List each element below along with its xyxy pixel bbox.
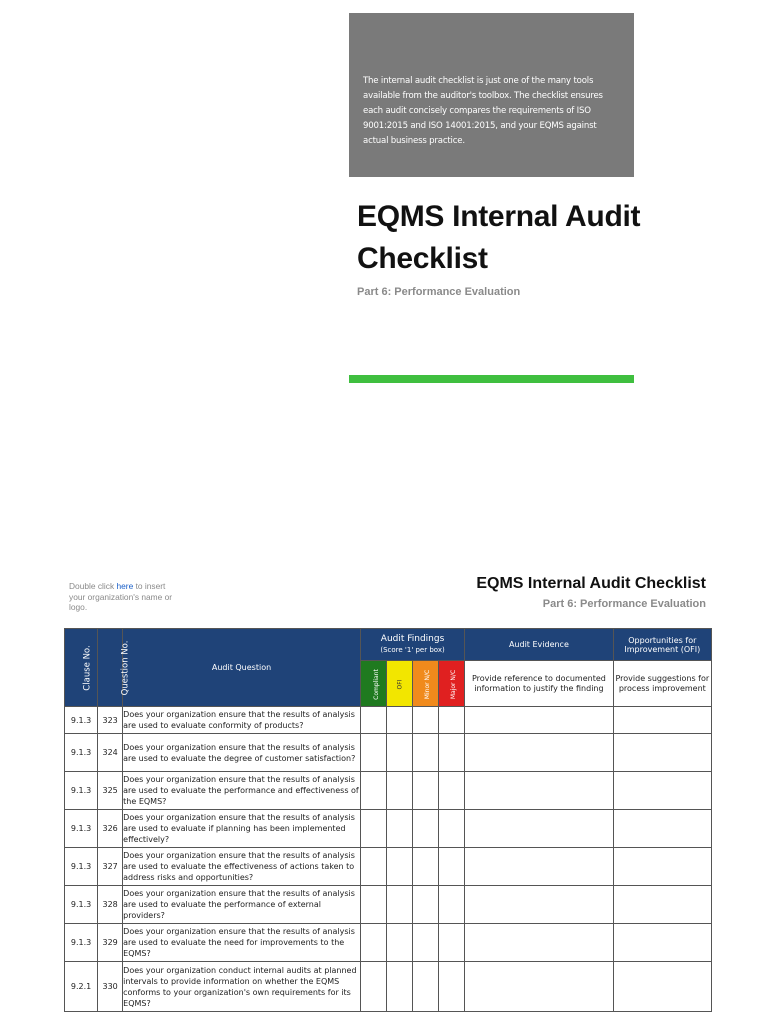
clause-no-header-label: Clause No.	[82, 644, 93, 691]
logo-insert-link[interactable]: here	[116, 581, 134, 591]
compliant-score-cell[interactable]	[360, 886, 386, 924]
clause-cell: 9.1.3	[65, 886, 98, 924]
finding-ofi-label: OFI	[395, 679, 403, 690]
audit-question-header: Audit Question	[123, 629, 361, 707]
question-no-header-label: Question No.	[120, 640, 131, 695]
clause-cell: 9.1.3	[65, 734, 98, 772]
audit-evidence-cell[interactable]	[465, 772, 613, 810]
audit-evidence-header: Audit Evidence	[465, 629, 613, 661]
major-nc-score-cell[interactable]	[439, 924, 465, 962]
ofi-suggestion-cell[interactable]	[613, 924, 711, 962]
finding-ofi-header	[386, 661, 412, 707]
audit-question-cell: Does your organization ensure that the results of analysis are used to evaluate the degree of customer satisfaction?	[123, 734, 361, 772]
major-nc-score-cell[interactable]	[439, 707, 465, 734]
ofi-suggestion-cell[interactable]	[613, 772, 711, 810]
audit-findings-title: Audit Findings	[380, 634, 445, 644]
question-number-cell: 323	[98, 707, 123, 734]
table-row	[65, 848, 712, 886]
question-number-cell: 324	[98, 734, 123, 772]
audit-question-cell: Does your organization ensure that the results of analysis are used to evaluate the performance and effectiveness of the EQMS?	[123, 772, 361, 810]
page-subtitle: Part 6: Performance Evaluation	[542, 598, 706, 610]
audit-checklist-table	[64, 628, 712, 1012]
audit-evidence-cell[interactable]	[465, 810, 613, 848]
ofi-score-cell[interactable]	[386, 886, 412, 924]
finding-minor-nc-label: Minor N/C	[424, 669, 432, 700]
compliant-score-cell[interactable]	[360, 848, 386, 886]
cover-intro-text: The internal audit checklist is just one of the many tools available from the auditor's toolbox. The checklist ensures each audit concisely compares the requirements of ISO 9001:2015 and ISO 14001:2015, and your EQMS against actual business practice.	[363, 76, 603, 146]
cover-intro-box	[349, 13, 634, 177]
finding-minor-nc-header	[413, 661, 439, 707]
table-row	[65, 962, 712, 1012]
table-row	[65, 772, 712, 810]
minor-nc-score-cell[interactable]	[413, 707, 439, 734]
audit-evidence-cell[interactable]	[465, 924, 613, 962]
ofi-score-cell[interactable]	[386, 734, 412, 772]
minor-nc-score-cell[interactable]	[413, 962, 439, 1012]
ofi-header: Opportunities for Improvement (OFI)	[613, 629, 711, 661]
table-row	[65, 707, 712, 734]
compliant-score-cell[interactable]	[360, 734, 386, 772]
ofi-suggestion-cell[interactable]	[613, 848, 711, 886]
clause-cell: 9.1.3	[65, 810, 98, 848]
ofi-suggestion-cell[interactable]	[613, 734, 711, 772]
cover-subtitle: Part 6: Performance Evaluation	[357, 286, 521, 298]
minor-nc-score-cell[interactable]	[413, 810, 439, 848]
finding-major-nc-header	[439, 661, 465, 707]
compliant-score-cell[interactable]	[360, 924, 386, 962]
minor-nc-score-cell[interactable]	[413, 772, 439, 810]
evidence-hint: Provide reference to documented information to justify the finding	[465, 661, 613, 707]
table-row	[65, 810, 712, 848]
ofi-score-cell[interactable]	[386, 962, 412, 1012]
audit-evidence-cell[interactable]	[465, 886, 613, 924]
question-number-cell: 325	[98, 772, 123, 810]
finding-compliant-header	[360, 661, 386, 707]
minor-nc-score-cell[interactable]	[413, 924, 439, 962]
minor-nc-score-cell[interactable]	[413, 848, 439, 886]
ofi-score-cell[interactable]	[386, 810, 412, 848]
table-header	[65, 629, 712, 707]
logo-placeholder[interactable]	[69, 581, 179, 613]
question-number-cell: 326	[98, 810, 123, 848]
finding-compliant-label: Compliant	[372, 669, 380, 700]
compliant-score-cell[interactable]	[360, 772, 386, 810]
ofi-score-cell[interactable]	[386, 924, 412, 962]
clause-no-header	[65, 629, 98, 707]
logo-placeholder-prefix: Double click	[69, 581, 117, 591]
compliant-score-cell[interactable]	[360, 962, 386, 1012]
audit-question-cell: Does your organization ensure that the results of analysis are used to evaluate if planning has been implemented effectively?	[123, 810, 361, 848]
question-number-cell: 327	[98, 848, 123, 886]
table-row	[65, 924, 712, 962]
ofi-suggestion-cell[interactable]	[613, 707, 711, 734]
audit-question-cell: Does your organization ensure that the results of analysis are used to evaluate the performance of external providers?	[123, 886, 361, 924]
compliant-score-cell[interactable]	[360, 707, 386, 734]
audit-question-cell: Does your organization ensure that the results of analysis are used to evaluate the effectiveness of actions taken to address risks and opportunities?	[123, 848, 361, 886]
clause-cell: 9.1.3	[65, 924, 98, 962]
ofi-score-cell[interactable]	[386, 848, 412, 886]
audit-evidence-cell[interactable]	[465, 848, 613, 886]
clause-cell: 9.2.1	[65, 962, 98, 1012]
question-number-cell: 328	[98, 886, 123, 924]
audit-question-cell: Does your organization ensure that the results of analysis are used to evaluate the need for improvements to the EQMS?	[123, 924, 361, 962]
page-title: EQMS Internal Audit Checklist	[476, 575, 706, 592]
logo-placeholder-suffix: to insert your organization's name or logo.	[69, 581, 173, 612]
audit-question-cell: Does your organization ensure that the results of analysis are used to evaluate conformity of products?	[123, 707, 361, 734]
cover-title: EQMS Internal Audit Checklist	[357, 200, 641, 275]
table-body	[65, 707, 712, 1012]
clause-cell: 9.1.3	[65, 772, 98, 810]
audit-question-cell: Does your organization conduct internal audits at planned intervals to provide information on whether the EQMS conforms to your organization's own requirements for its EQMS?	[123, 962, 361, 1012]
minor-nc-score-cell[interactable]	[413, 734, 439, 772]
question-no-header	[98, 629, 131, 707]
audit-evidence-cell[interactable]	[465, 962, 613, 1012]
cover-accent-bar	[349, 375, 634, 383]
ofi-suggestion-cell[interactable]	[613, 810, 711, 848]
clause-cell: 9.1.3	[65, 707, 98, 734]
ofi-suggestion-cell[interactable]	[613, 886, 711, 924]
table-row	[65, 734, 712, 772]
major-nc-score-cell[interactable]	[439, 962, 465, 1012]
ofi-score-cell[interactable]	[386, 772, 412, 810]
major-nc-score-cell[interactable]	[439, 848, 465, 886]
ofi-score-cell[interactable]	[386, 707, 412, 734]
audit-evidence-cell[interactable]	[465, 734, 613, 772]
question-number-cell: 330	[98, 962, 123, 1012]
clause-cell: 9.1.3	[65, 848, 98, 886]
ofi-hint: Provide suggestions for process improvement	[613, 661, 711, 707]
table-row	[65, 886, 712, 924]
ofi-suggestion-cell[interactable]	[613, 962, 711, 1012]
audit-findings-header	[360, 629, 464, 661]
major-nc-score-cell[interactable]	[439, 810, 465, 848]
major-nc-score-cell[interactable]	[439, 772, 465, 810]
audit-evidence-cell[interactable]	[465, 707, 613, 734]
minor-nc-score-cell[interactable]	[413, 886, 439, 924]
audit-findings-note: (Score '1' per box)	[380, 646, 445, 654]
finding-major-nc-label: Major N/C	[450, 669, 458, 700]
question-number-cell: 329	[98, 924, 123, 962]
compliant-score-cell[interactable]	[360, 810, 386, 848]
major-nc-score-cell[interactable]	[439, 886, 465, 924]
major-nc-score-cell[interactable]	[439, 734, 465, 772]
